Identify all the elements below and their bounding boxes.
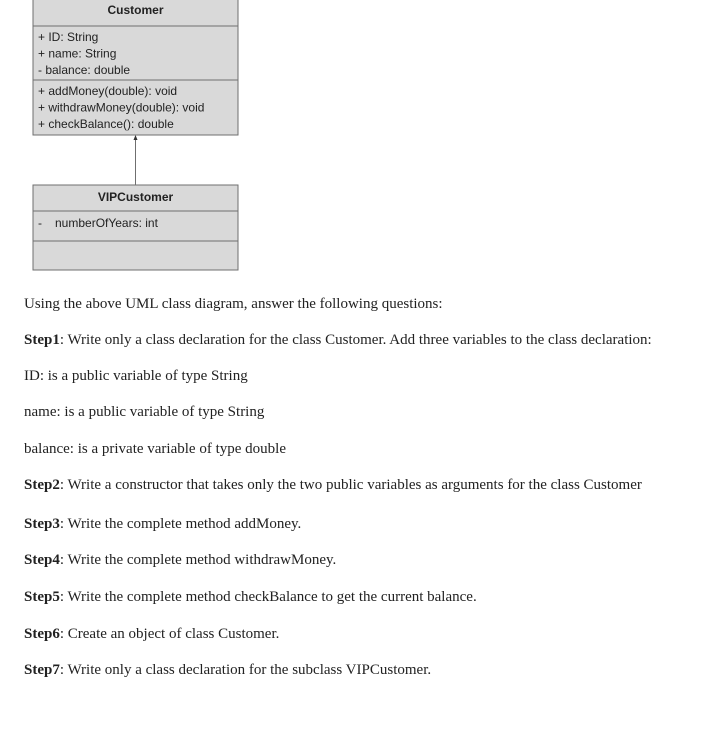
step3-text: : Write the complete method addMoney. [59,516,302,532]
step4 [24,551,336,569]
step1 [24,331,652,349]
customer-method-addmoney: + addMoney(double): void [38,84,178,98]
step1-text: : Write only a class declaration for the class Customer. Add three variables to the class declaration: [59,332,652,348]
customer-class-name: Customer [107,3,164,17]
step2 [24,476,642,494]
customer-attribute-name: + name: String [38,46,117,61]
vipcustomer-class-name: VIPCustomer [97,190,174,204]
customer-attribute-id: + ID: String [38,30,99,44]
customer-method-checkbalance: + checkBalance(): double [38,117,174,131]
step1-detail-balance: balance: is a private variable of type double [24,441,286,457]
step6 [24,625,279,643]
vipcustomer-attribute-marker: - [38,216,42,230]
step2-text: : Write a constructor that takes only the two public variables as arguments for the class Customer [59,477,642,493]
step7 [24,661,431,679]
customer-class [33,0,238,135]
step7-label: Step7 [24,662,60,678]
customer-attribute-balance: - balance: double [38,63,131,77]
step2-label: Step2 [24,477,60,493]
inheritance-connector [134,135,138,185]
step3-label: Step3 [24,516,60,532]
step5-text: : Write the complete method checkBalance to get the current balance. [59,589,477,605]
step3 [24,515,301,533]
step7-text: : Write only a class declaration for the subclass VIPCustomer. [59,662,432,678]
step4-label: Step4 [24,552,60,568]
step4-text: : Write the complete method withdrawMoney. [59,552,337,568]
customer-method-withdrawmoney: + withdrawMoney(double): void [38,100,205,115]
vipcustomer-attribute-numberofyears: numberOfYears: int [55,216,158,230]
step6-label: Step6 [24,626,60,642]
vipcustomer-class [33,185,238,270]
step1-label: Step1 [24,332,60,348]
step5-label: Step5 [24,589,60,605]
step1-detail-id: ID: is a public variable of type String [24,368,248,384]
step1-detail-name: name: is a public variable of type String [24,404,265,420]
inheritance-arrow-icon [134,135,138,140]
step6-text: : Create an object of class Customer. [59,626,280,642]
uml-class-diagram [0,0,712,275]
step5 [24,588,477,606]
questions-intro: Using the above UML class diagram, answer the following questions: [24,296,443,312]
